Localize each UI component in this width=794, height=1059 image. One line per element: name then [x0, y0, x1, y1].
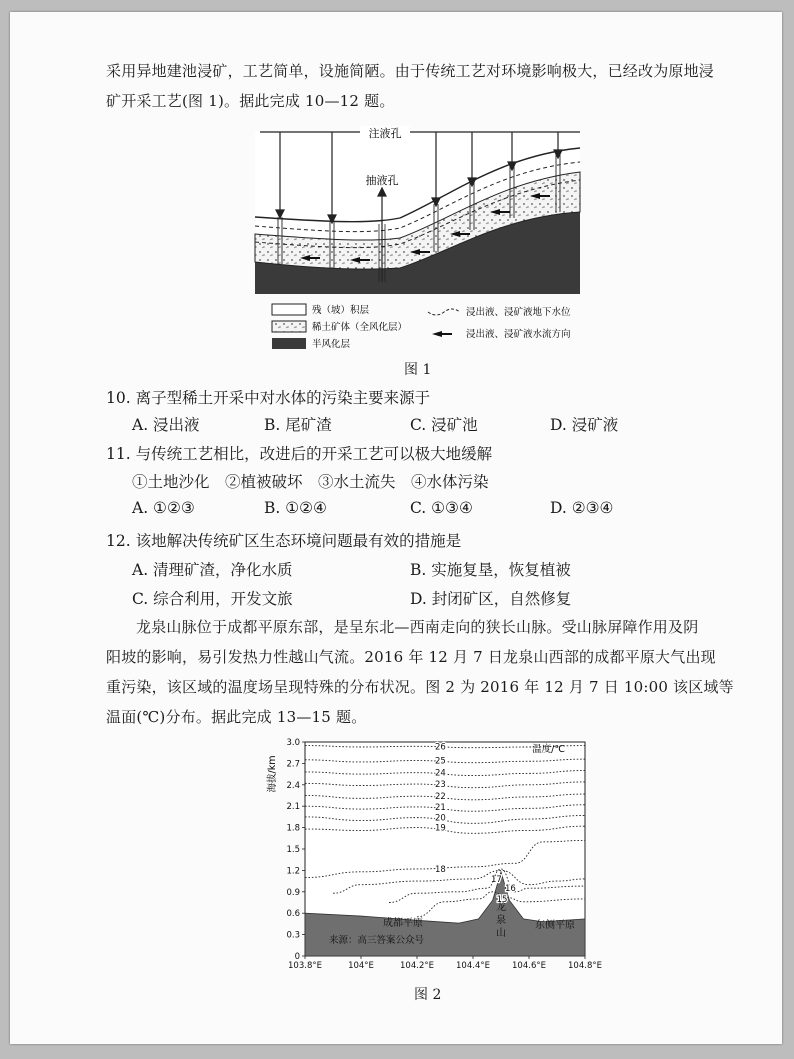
isotherm-label-17: 17 [491, 874, 502, 885]
label-longquan-char-3: 山 [496, 928, 506, 939]
legend-semi: 半风化层 [312, 339, 351, 350]
x-tick-label: 104°E [348, 961, 374, 971]
isotherm-label-25: 25 [435, 756, 446, 767]
isotherm-label-26: 26 [435, 742, 446, 753]
isotherm-label-22: 22 [435, 792, 446, 803]
q12-option-c[interactable]: C. 综合利用，开发文旅 [132, 590, 293, 608]
q10-option-b[interactable]: B. 尾矿渣 [264, 416, 332, 434]
q12-option-b[interactable]: B. 实施复垦，恢复植被 [410, 561, 571, 579]
x-tick-label: 104.8°E [568, 961, 602, 971]
label-chengdu-plain: 成都平原 [383, 918, 423, 929]
label-longquan-char-2: 泉 [496, 915, 506, 926]
y-tick-label: 1.5 [286, 845, 300, 855]
isotherm-label-15: 15 [496, 894, 508, 905]
isotherm-label-24: 24 [435, 768, 446, 779]
passage2-line-4: 温面(℃)分布。据此完成 13—15 题。 [106, 708, 367, 726]
q11-option-c[interactable]: C. ①③④ [410, 499, 473, 517]
y-axis-label: 海拔/km [267, 755, 278, 793]
y-tick-label: 2.4 [286, 780, 300, 791]
intro-line-2: 矿开采工艺(图 1)。据此完成 10—12 题。 [106, 92, 395, 110]
label-east-plain: 东侧平原 [535, 920, 575, 931]
label-pump: 抽液孔 [365, 174, 399, 187]
isotherm-label-18: 18 [435, 864, 446, 875]
y-tick-label: 3.0 [286, 738, 300, 748]
isotherm-label-20: 20 [435, 813, 446, 824]
y-tick-label: 2.7 [286, 759, 300, 770]
q11-option-a[interactable]: A. ①②③ [132, 499, 195, 517]
y-tick-label: 2.1 [286, 802, 300, 813]
legend-title: 温度/℃ [532, 744, 565, 755]
exam-page [10, 12, 782, 1044]
figure-1 [250, 122, 590, 354]
legend-flow: 浸出液、浸矿液水流方向 [466, 329, 571, 340]
figure-1-diagram [250, 122, 590, 350]
question-10-stem: 10. 离子型稀土开采中对水体的污染主要来源于 [106, 389, 431, 407]
isotherm-label-19: 19 [435, 823, 446, 834]
question-12-stem: 12. 该地解决传统矿区生态环境问题最有效的措施是 [106, 532, 462, 550]
label-longquan-char-1: 龙 [496, 902, 506, 913]
y-tick-label: 0.9 [286, 887, 300, 898]
y-tick-label: 1.8 [286, 823, 300, 834]
q11-items: ①土地沙化 ②植被破坏 ③水土流失 ④水体污染 [132, 473, 489, 491]
q11-option-d[interactable]: D. ②③④ [550, 499, 614, 517]
figure-1-legend [272, 304, 571, 350]
label-longquan-mountain [496, 900, 506, 939]
passage2-line-1: 龙泉山脉位于成都平原东部，是呈东北—西南走向的狭长山脉。受山脉屏障作用及阴 [136, 618, 699, 636]
source-text: 来源：高三答案公众号 [329, 935, 425, 946]
y-tick-label: 0 [294, 952, 300, 962]
x-tick-label: 104.6°E [512, 961, 546, 971]
q10-option-d[interactable]: D. 浸矿液 [550, 416, 619, 434]
passage2-line-3: 重污染，该区域的温度场呈现特殊的分布状况。图 2 为 2016 年 12 月 7 日 10:00 该区域等 [106, 678, 734, 696]
question-11-stem: 11. 与传统工艺相比，改进后的开采工艺可以极大地缓解 [106, 445, 493, 463]
legend-residual: 残（坡）积层 [312, 305, 370, 316]
isotherm-chart [265, 734, 602, 971]
legend-ore: 稀土矿体（全风化层） [312, 322, 408, 333]
label-inject: 注液孔 [368, 127, 402, 140]
figure-2 [265, 734, 602, 974]
q10-option-c[interactable]: C. 浸矿池 [410, 416, 478, 434]
passage2-line-2: 阳坡的影响，易引发热力性越山气流。2016 年 12 月 7 日龙泉山西部的成都平原大气出现 [106, 648, 716, 666]
figure-1-caption: 图 1 [404, 362, 432, 378]
q12-option-d[interactable]: D. 封闭矿区，自然修复 [410, 590, 572, 608]
isotherm-label-16: 16 [505, 884, 516, 895]
isotherm-label-23: 23 [435, 780, 446, 791]
legend-watertable: 浸出液、浸矿液地下水位 [466, 307, 571, 318]
q10-option-a[interactable]: A. 浸出液 [132, 416, 200, 434]
y-tick-label: 0.6 [286, 909, 300, 920]
x-tick-label: 104.2°E [400, 961, 434, 971]
isotherm-label-21: 21 [435, 802, 446, 813]
q11-option-b[interactable]: B. ①②④ [264, 499, 327, 517]
y-tick-label: 0.3 [286, 930, 300, 941]
q12-option-a[interactable]: A. 清理矿渣，净化水质 [132, 561, 293, 579]
x-tick-label: 104.4°E [456, 961, 490, 971]
intro-line-1: 采用异地建池浸矿，工艺简单，设施简陋。由于传统工艺对环境影响极大，已经改为原地浸 [106, 62, 715, 80]
figure-2-caption: 图 2 [414, 987, 442, 1003]
y-tick-label: 1.2 [286, 866, 300, 877]
x-tick-label: 103.8°E [288, 961, 322, 971]
